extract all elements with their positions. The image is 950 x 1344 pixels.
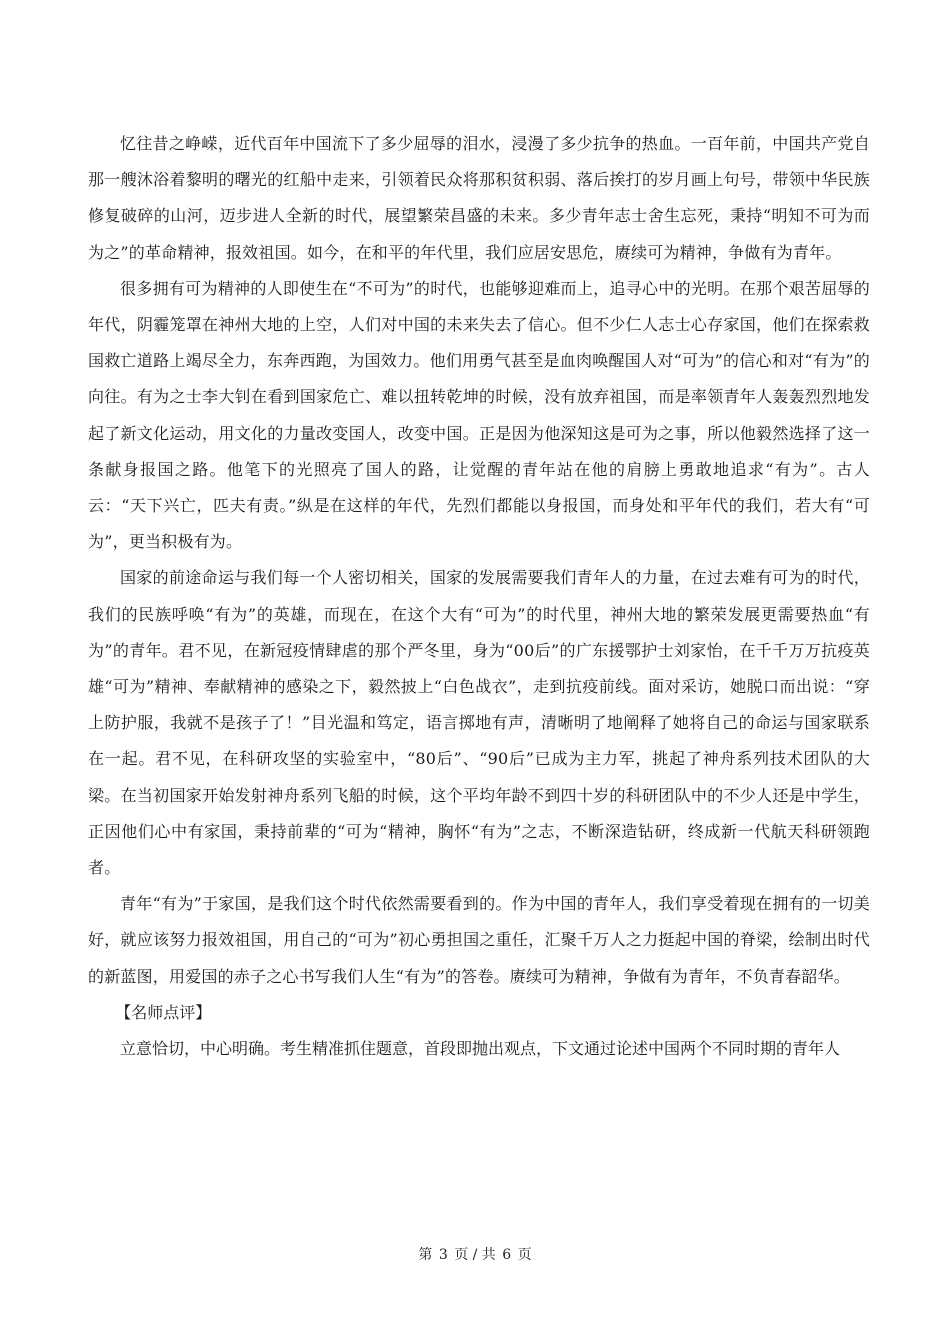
paragraph-4: 青年“有为”于家国，是我们这个时代依然需要看到的。作为中国的青年人，我们享受着现在拥有的一切美好，就应该努力报效祖国，用自己的“可为”初心勇担国之重任，汇聚千万人之力挺起中国的脊梁，绘制出时代的新蓝图，用爱国的赤子之心书写我们人生“有为”的答卷。赓续可为精神，争做有为青年，不负青春韶华。 [88, 894, 870, 986]
footer-current-page: 3 [438, 1247, 448, 1263]
footer-total-pages: 6 [502, 1247, 512, 1263]
footer-prefix: 第 [418, 1247, 433, 1263]
paragraph-3: 国家的前途命运与我们每一个人密切相关，国家的发展需要我们青年人的力量，在过去难有可为的时代，我们的民族呼唤“有为”的英雄，而现在，在这个大有“可为”的时代里，神州大地的繁荣发展更需要热血“有为”的青年。君不见，在新冠疫情肆虐的那个严冬里，身为“00后”的广东援鄂护士刘家怡，在千千万万抗疫英雄“可为”精神、奉献精神的感染之下，毅然披上“白色战衣”，走到抗疫前线。面对采访，她脱口而出说：“穿上防护服，我就不是孩子了！”目光温和笃定，语言掷地有声，清晰明了地阐释了她将自己的命运与国家联系在一起。君不见，在科研攻坚的实验室中，“80后”、“90后”已成为主力军，挑起了神舟系列技术团队的大梁。在当初国家开始发射神舟系列飞船的时候，这个平均年龄不到四十岁的科研团队中的不少人还是中学生，正因他们心中有家国，秉持前辈的“可为“精神，胸怀“有为”之志，不断深造钻研，终成新一代航天科研领跑者。 [88, 568, 870, 878]
paragraph-2: 很多拥有可为精神的人即使生在“不可为”的时代，也能够迎难而上，追寻心中的光明。在那个艰苦屈辱的年代，阴霾笼罩在神州大地的上空，人们对中国的未来失去了信心。但不少仁人志士心存家国，他们在探索救国救亡道路上竭尽全力，东奔西跑，为国效力。他们用勇气甚至是血肉唤醒国人对“可为”的信心和对“有为”的向往。有为之士李大钊在看到国家危亡、难以扭转乾坤的时候，没有放弃祖国，而是率领青年人轰轰烈烈地发起了新文化运动，用文化的力量改变国人，改变中国。正是因为他深知这是可为之事，所以他毅然选择了这一条献身报国之路。他笔下的光照亮了国人的路，让觉醒的青年站在他的肩膀上勇敢地追求“有为”。古人云：“天下兴亡，匹夫有责。”纵是在这样的年代，先烈们都能以身报国，而身处和平年代的我们，若大有“可为”，更当积极有为。 [88, 278, 870, 552]
page-footer [0, 1244, 950, 1264]
comment-text: 立意恰切，中心明确。考生精准抓住题意，首段即抛出观点，下文通过论述中国两个不同时期的青年人 [120, 1039, 841, 1059]
footer-middle: 页 / 共 [454, 1247, 496, 1263]
footer-suffix: 页 [517, 1247, 532, 1263]
comment-heading: 【名师点评】 [115, 1002, 212, 1022]
document-body [88, 126, 870, 1067]
paragraph-1: 忆往昔之峥嵘，近代百年中国流下了多少屈辱的泪水，浸漫了多少抗争的热血。一百年前，中国共产党自那一艘沐浴着黎明的曙光的红船中走来，引领着民众将那积贫积弱、落后挨打的岁月画上句号，带领中华民族修复破碎的山河，迈步进人全新的时代，展望繁荣昌盛的未来。多少青年志士舍生忘死，秉持“明知不可为而为之”的革命精神，报效祖国。如今，在和平的年代里，我们应居安思危，赓续可为精神，争做有为青年。 [88, 134, 870, 262]
